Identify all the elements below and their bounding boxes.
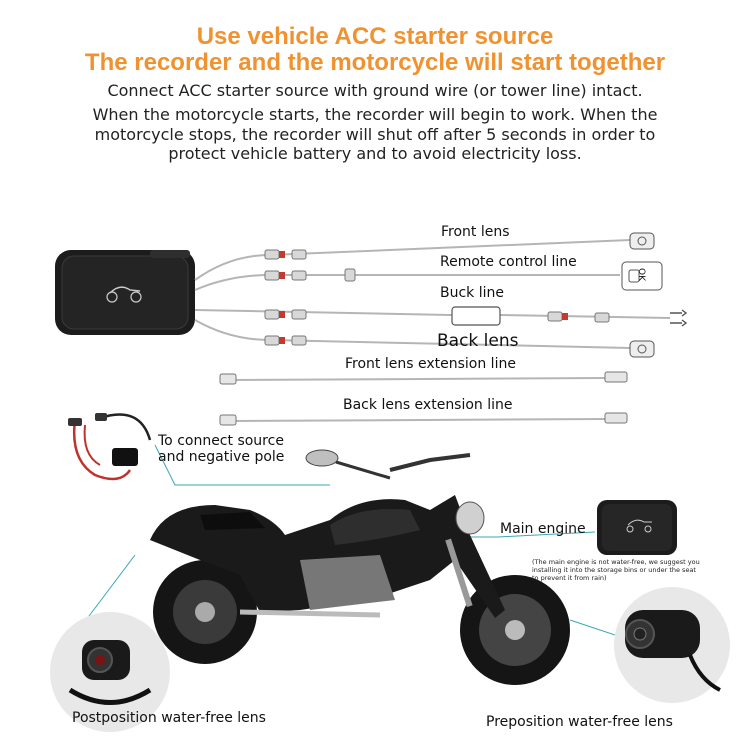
label-buck-line: Buck line xyxy=(440,285,504,301)
fork-terminal-icon xyxy=(670,310,686,326)
power-cable-icon xyxy=(68,413,150,479)
title-line-2: The recorder and the motorcycle will start together xyxy=(84,49,666,76)
label-front-lens: Front lens xyxy=(441,224,510,240)
recorder-box xyxy=(55,250,195,335)
label-back-lens: Back lens xyxy=(437,331,519,351)
callout-preposition-lens: Preposition water-free lens xyxy=(486,714,673,730)
front-extension-cable xyxy=(220,372,627,384)
description-line-3: motorcycle stops, the recorder will shut off after 5 seconds in order to xyxy=(94,125,656,144)
label-back-lens-extension: Back lens extension line xyxy=(343,397,513,413)
callout-source-line-2: and negative pole xyxy=(158,449,285,465)
title-line-1: Use vehicle ACC starter source xyxy=(196,23,554,50)
front-lens-connector-icon xyxy=(630,233,654,249)
description-line-4: protect vehicle battery and to avoid electricity loss. xyxy=(168,144,582,163)
label-remote-control-line: Remote control line xyxy=(440,254,577,270)
label-front-lens-extension: Front lens extension line xyxy=(345,356,516,372)
back-extension-cable xyxy=(220,413,627,425)
back-lens-connector-icon xyxy=(630,341,654,357)
description-line-1: Connect ACC starter source with ground wire (or tower line) intact. xyxy=(107,81,643,100)
main-engine-box xyxy=(597,500,677,555)
buck-module xyxy=(452,307,500,325)
preposition-camera-image xyxy=(614,587,730,703)
callout-main-engine: Main engine xyxy=(500,521,586,537)
description-line-2: When the motorcycle starts, the recorder will begin to work. When the xyxy=(92,105,658,124)
callout-source-line-1: To connect source xyxy=(158,433,284,449)
callout-postposition-lens: Postposition water-free lens xyxy=(72,710,266,726)
remote-ok-label: OK xyxy=(636,268,646,281)
main-engine-note: (The main engine is not water-free, we suggest you installing it into the storage bins or under the seat to prevent it from rain) xyxy=(532,558,700,582)
